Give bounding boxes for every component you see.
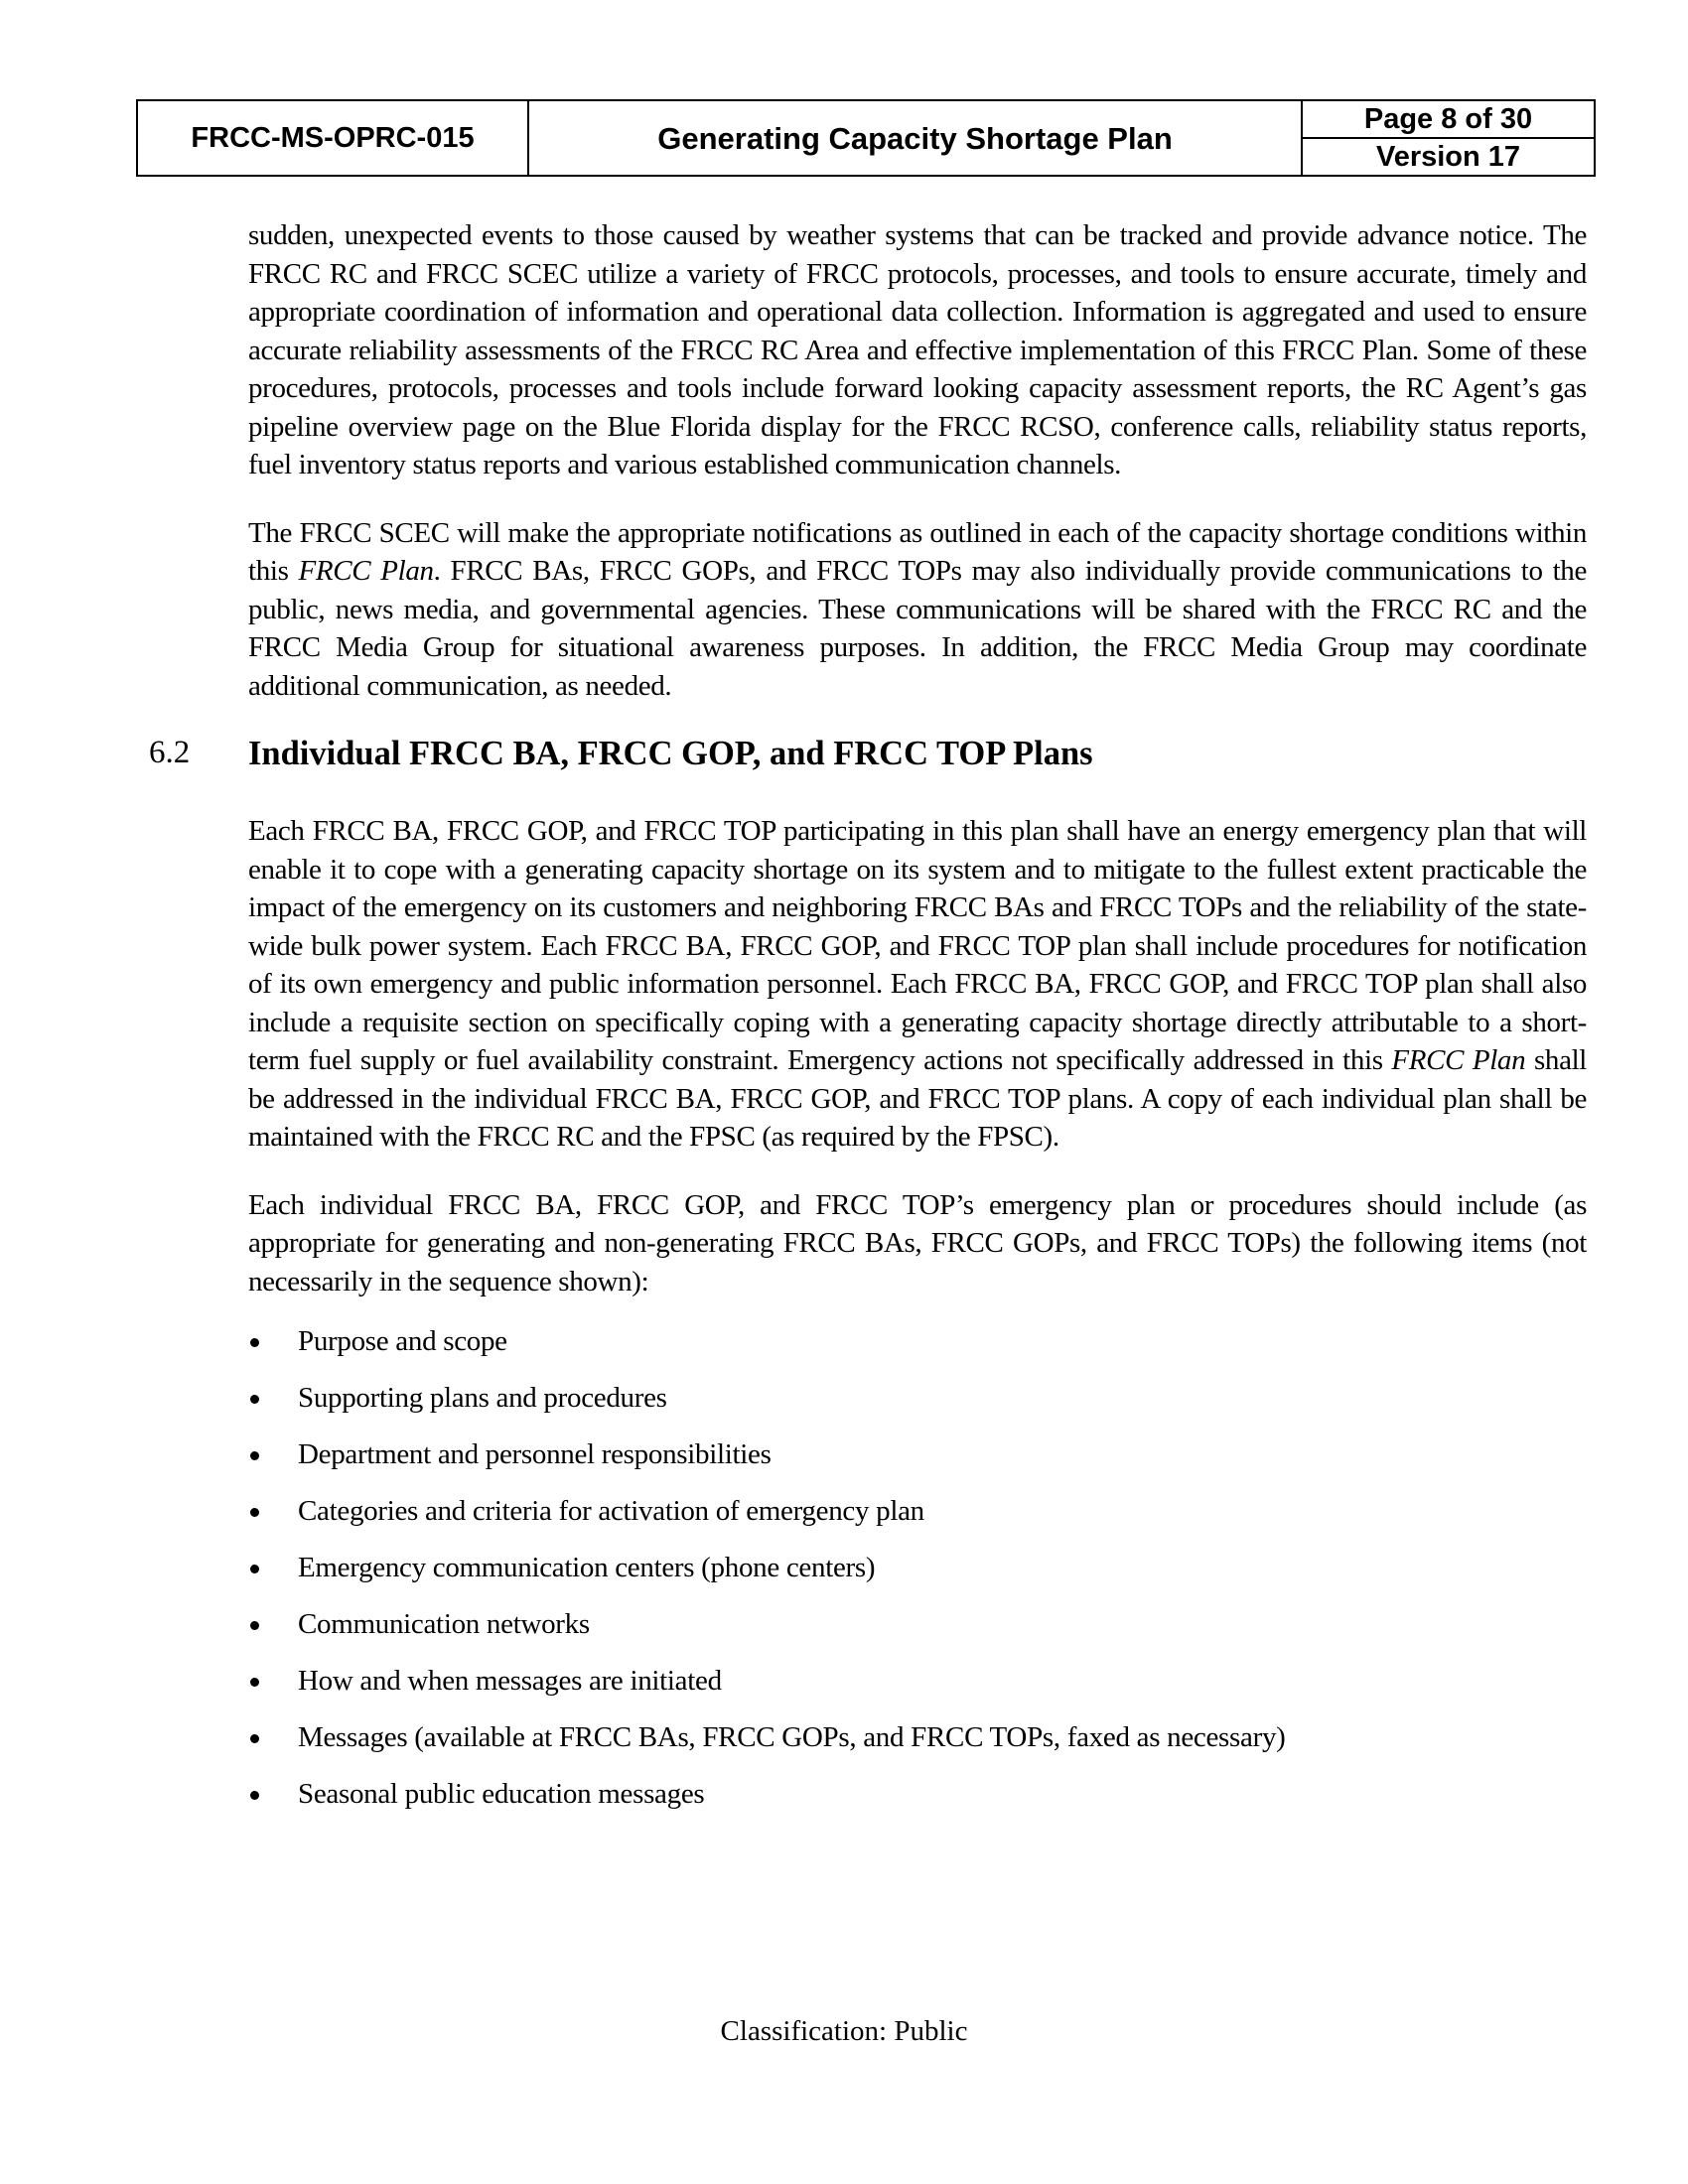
bullet-list <box>248 1322 1587 1813</box>
bullet-icon <box>250 1395 259 1404</box>
bullet-icon <box>250 1565 259 1573</box>
section-title: Individual FRCC BA, FRCC GOP, and FRCC TOP Plans <box>248 735 1093 772</box>
classification-footer: Classification: Public <box>720 2015 968 2047</box>
bullet-icon <box>250 1678 259 1687</box>
italic-term: FRCC Plan <box>298 555 434 587</box>
paragraph: sudden, unexpected events to those caused by weather systems that can be tracked and provide advance notice. The FRCC RC and FRCC SCEC utilize a variety of FRCC protocols, processes, and tools to ensure accurate, timely and appropriate coordination of information and operational data collection. Information is aggregated and used to ensure accurate reliability assessments of the FRCC RC Area and effective implementation of this FRCC Plan. Some of these procedures, protocols, processes and tools include forward looking capacity assessment reports, the RC Agent’s gas pipeline overview page on the Blue Florida display for the FRCC RCSO, conference calls, reliability status reports, fuel inventory status reports and various established communication channels. <box>248 219 1587 480</box>
list-item: Supporting plans and procedures <box>248 1379 1587 1417</box>
bullet-icon <box>250 1451 259 1460</box>
list-item: Messages (available at FRCC BAs, FRCC GOPs, and FRCC TOPs, faxed as necessary) <box>248 1718 1587 1756</box>
list-item: Department and personnel responsibilities <box>248 1435 1587 1473</box>
section-number: 6.2 <box>149 735 191 770</box>
section-heading <box>149 735 1587 778</box>
version-number: Version 17 <box>1375 140 1521 173</box>
list-item: Emergency communication centers (phone centers) <box>248 1549 1587 1586</box>
bullet-icon <box>250 1791 259 1800</box>
bullet-icon <box>250 1338 259 1347</box>
document-id: FRCC-MS-OPRC-015 <box>138 101 529 175</box>
bullet-icon <box>250 1734 259 1743</box>
list-item: How and when messages are initiated <box>248 1662 1587 1700</box>
paragraph: Each individual FRCC BA, FRCC GOP, and FRCC TOP’s emergency plan or procedures should include (as appropriate for generating and non-generating FRCC BAs, FRCC GOPs, and FRCC TOPs) the following items (not necessarily in the sequence shown): <box>248 1188 1587 1297</box>
list-item: Communication networks <box>248 1605 1587 1643</box>
list-item: Categories and criteria for activation of emergency plan <box>248 1492 1587 1530</box>
list-item: Seasonal public education messages <box>248 1775 1587 1813</box>
page-version-cell <box>1303 101 1594 175</box>
document-header <box>136 99 1596 177</box>
bullet-icon <box>250 1508 259 1517</box>
italic-term: FRCC Plan <box>1391 1044 1526 1076</box>
document-body <box>149 216 1588 1832</box>
paragraph: The FRCC SCEC will make the appropriate notifications as outlined in each of the capacity shortage conditions within this FRCC Plan. FRCC BAs, FRCC GOPs, and FRCC TOPs may also individually provide communications to the public, news media, and governmental agencies. These communications will be shared with the FRCC RC and the FRCC Media Group for situational awareness purposes. In addition, the FRCC Media Group may coordinate additional communication, as needed. <box>248 516 1587 702</box>
bullet-icon <box>250 1621 259 1630</box>
document-title: Generating Capacity Shortage Plan <box>529 101 1303 175</box>
paragraph: Each FRCC BA, FRCC GOP, and FRCC TOP participating in this plan shall have an energy emergency plan that will enable it to cope with a generating capacity shortage on its system and to mitigate to the fullest extent practicable the impact of the emergency on its customers and neighboring FRCC BAs and FRCC TOPs and the reliability of the state-wide bulk power system. Each FRCC BA, FRCC GOP, and FRCC TOP plan shall include procedures for notification of its own emergency and public information personnel. Each FRCC BA, FRCC GOP, and FRCC TOP plan shall also include a requisite section on specifically coping with a generating capacity shortage directly attributable to a short-term fuel supply or fuel availability constraint. Emergency actions not specifically addressed in this FRCC Plan shall be addressed in the individual FRCC BA, FRCC GOP, and FRCC TOP plans. A copy of each individual plan shall be maintained with the FRCC RC and the FPSC (as required by the FPSC). <box>248 815 1588 1153</box>
list-item: Purpose and scope <box>248 1322 1587 1360</box>
page-number: Page 8 of 30 <box>1303 101 1594 139</box>
